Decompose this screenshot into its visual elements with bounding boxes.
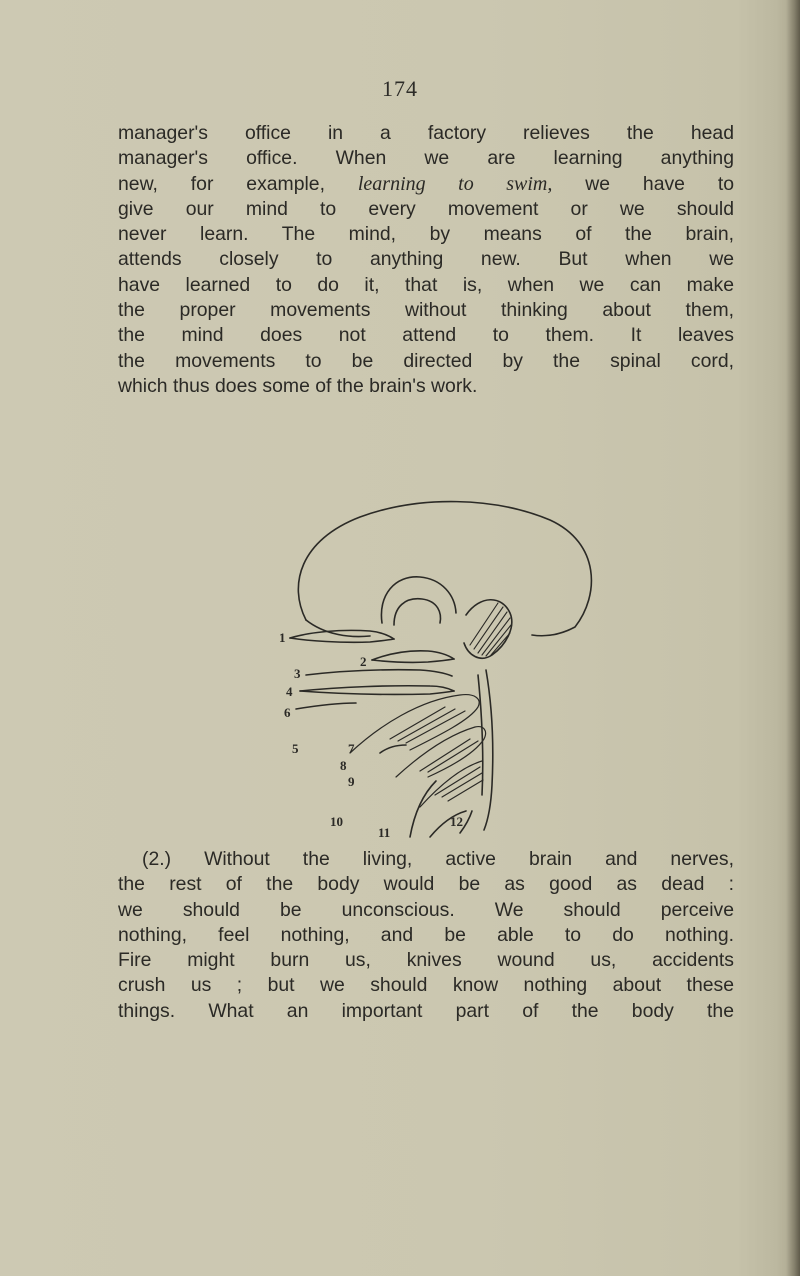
figure-label: 3 <box>294 666 301 681</box>
cerebrum-outline <box>298 502 591 636</box>
nerve-4 <box>300 686 454 691</box>
figure-label: 5 <box>292 741 299 756</box>
spinal-column-inner <box>478 675 483 795</box>
brain-nerve-diagram <box>270 495 610 840</box>
page-number: 174 <box>382 76 418 101</box>
spinal-column-outline <box>484 670 493 830</box>
text-run: we have to <box>552 172 735 195</box>
text-line: we should be unconscious. We should perceive <box>118 898 734 921</box>
text-line: the mind does not attend to them. It leaves <box>118 324 734 347</box>
text-line <box>118 172 734 197</box>
text-line: which thus does some of the brain's work. <box>118 374 478 397</box>
page-edge-shadow <box>786 0 800 1276</box>
nerve-6 <box>296 703 356 709</box>
figure-label: 7 <box>348 741 355 756</box>
figure-label: 8 <box>340 758 347 773</box>
hindbrain-hatching <box>470 603 511 656</box>
figure-label: 9 <box>348 774 355 789</box>
text-line: things. What an important part of the body the <box>118 999 734 1022</box>
text-line: the rest of the body would be as good as dead : <box>118 873 734 896</box>
text-line: (2.) Without the living, active brain and nerves, <box>142 848 734 870</box>
nerve-2 <box>372 651 454 660</box>
text-line: nothing, feel nothing, and be able to do nothing. <box>118 923 734 946</box>
nerve-5 <box>380 745 406 753</box>
italic-phrase: learning to swim, <box>357 172 553 195</box>
paragraph-1 <box>118 121 734 399</box>
figure-label: 11 <box>378 825 391 840</box>
text-line: never learn. The mind, by means of the brain, <box>118 223 734 246</box>
figure-label: 1 <box>279 630 286 645</box>
figure-label: 10 <box>330 814 343 829</box>
cranial-nerve-bands <box>350 695 486 807</box>
figure-label: 6 <box>284 705 291 720</box>
text-line: have learned to do it, that is, when we can make <box>118 273 734 296</box>
text-line: Fire might burn us, knives wound us, accidents <box>118 949 734 972</box>
figure-label: 2 <box>360 654 367 669</box>
paragraph-2 <box>118 847 734 1024</box>
text-line: attends closely to anything new. But when we <box>118 248 734 271</box>
text-line: manager's office. When we are learning anything <box>118 147 734 170</box>
figure-label: 12 <box>450 814 463 829</box>
text-run: new, for example, <box>118 172 358 195</box>
cerebellum-inner <box>394 599 440 625</box>
nerve-10 <box>410 781 436 837</box>
figure-label: 4 <box>286 684 293 699</box>
text-line: manager's office in a factory relieves the head <box>118 122 734 144</box>
text-line: give our mind to every movement or we should <box>118 197 734 220</box>
text-line: crush us ; but we should know nothing about these <box>118 974 734 997</box>
cerebellum-outline <box>381 577 456 623</box>
text-line: the movements to be directed by the spinal cord, <box>118 349 734 372</box>
cerebrum-base <box>306 620 370 637</box>
nerve-3 <box>306 670 452 676</box>
text-line: the proper movements without thinking about them, <box>118 299 734 322</box>
